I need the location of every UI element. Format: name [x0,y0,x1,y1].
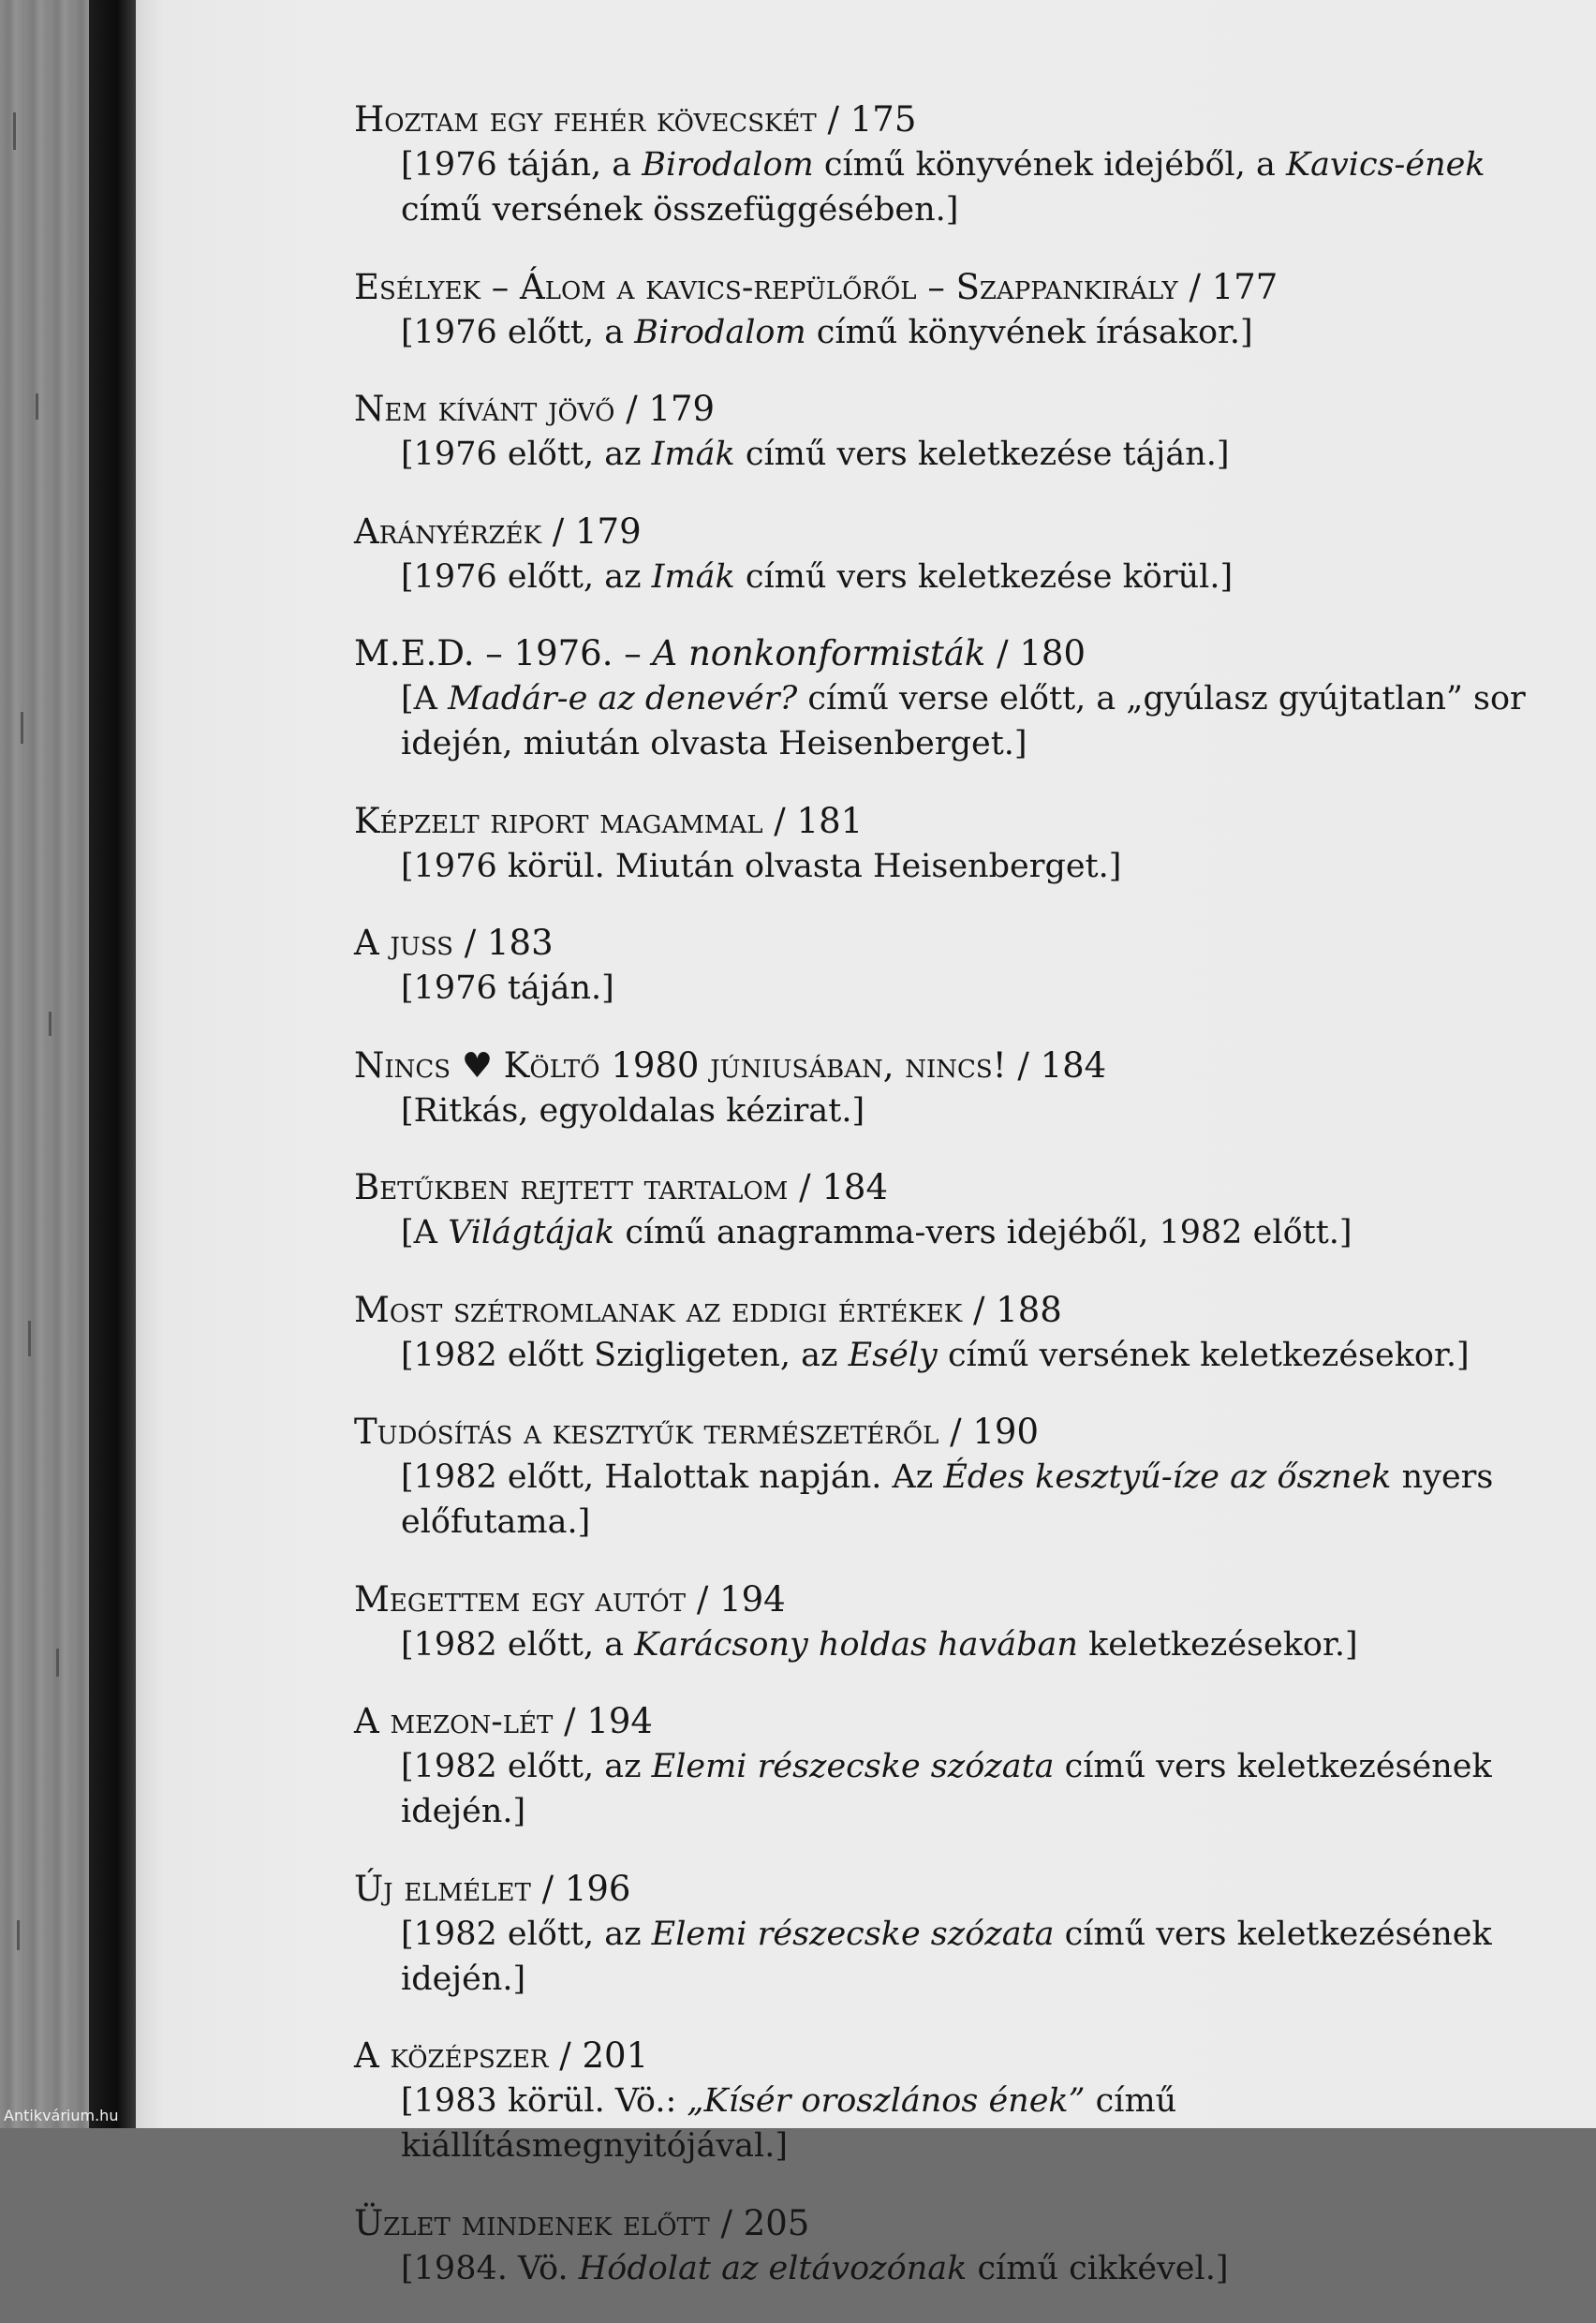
toc-entry [354,1577,1572,1667]
entry-heading [354,387,1572,432]
text-run: című könyvének idejéből, a [813,146,1286,184]
text-run: [1982 előtt, az [401,1748,652,1785]
text-run: [1976 táján, a [401,146,643,184]
entry-title: A juss [354,923,453,963]
entry-heading [354,2201,1572,2246]
page-number: 179 [575,510,642,552]
entry-note [354,432,1572,477]
spine-grain-mark [49,1012,52,1036]
page-separator: / [1006,1044,1041,1086]
entry-title: Nem kívánt jövő [354,389,615,429]
entry-heading [354,1577,1572,1622]
italic-title: Imák [651,557,735,596]
text-run: keletkezésekor.] [1077,1625,1358,1664]
toc-entry [354,97,1572,232]
text-run: [1976 előtt, az [401,436,652,473]
page-separator: / [553,1701,587,1741]
toc-entry [354,2034,1572,2168]
page-number: 175 [850,99,917,140]
entry-heading [354,1699,1572,1744]
entry-heading [354,1867,1572,1912]
page-number: 188 [996,1289,1062,1330]
entry-heading [354,265,1572,310]
text-run: [1976 körül. Miután olvasta Heisenberget.] [401,847,1122,885]
toc-entry [354,631,1572,766]
page-binding-shadow [89,0,136,2128]
text-run: [Ritkás, egyoldalas kézirat.] [401,1091,865,1130]
text-run: [1984. Vö. [401,2249,579,2287]
toc-entry [354,1288,1572,1378]
text-run: nyers előfutama.] [401,1458,1494,1541]
page-separator: / [548,2035,583,2076]
entry-title: A középszer [354,2035,549,2076]
entry-note [354,844,1572,889]
text-run: [1983 körül. Vö.: [401,2082,687,2120]
italic-title: Hódolat az eltávozónak [578,2249,968,2287]
text-run: című kiállításmegnyitójával.] [401,2082,1177,2165]
italic-title: Világtájak [448,1214,615,1251]
text-run: [1982 előtt, a [401,1625,635,1664]
text-run: [A [401,1214,449,1251]
entry-note [354,2246,1572,2291]
entry-note [354,966,1572,1011]
italic-title: Imák [651,436,735,473]
book-page [136,0,1596,2287]
italic-title: „Kísér oroszlános ének” [687,2082,1086,2120]
entry-title: Hoztam egy fehér kövecskét [354,99,817,140]
page-number: 177 [1211,266,1278,307]
entry-title: Most szétromlanak az eddigi értékek [354,1289,963,1330]
text-run: [1976 előtt, a [401,313,635,351]
toc-entry [354,2201,1572,2291]
text-run: [A [401,680,449,718]
entry-note [354,1744,1572,1834]
text-run: című verse előtt, a „gyúlasz gyújtatlan” sor idején, miután olvasta Heisenberget.] [401,680,1526,762]
page-separator: / [816,99,850,140]
entry-note [354,676,1572,766]
entry-note [354,1088,1572,1133]
text-run: [1982 előtt Szigligeten, az [401,1336,849,1374]
watermark-text: Antikvárium.hu [4,2107,119,2124]
page-separator: / [614,389,649,429]
text-run: című könyvének írásakor.] [805,313,1253,351]
entry-title: Nincs ♥ Költő 1980 júniusában, nincs! [354,1044,1007,1086]
page-number: 201 [582,2035,649,2076]
entry-note [354,142,1572,232]
toc-entry [354,1165,1572,1255]
book-spine-background [0,0,89,2128]
spine-grain-mark [56,1649,59,1677]
entry-heading [354,921,1572,966]
page-separator: / [788,1167,822,1207]
table-of-contents [354,97,1572,2323]
page-separator: / [709,2202,744,2243]
toc-entry [354,799,1572,889]
toc-entry [354,1699,1572,1834]
text-run: [1976 táján.] [401,969,614,1007]
entry-heading [354,97,1572,142]
spine-grain-mark [17,1920,20,1950]
entry-heading [354,1043,1572,1088]
entry-heading [354,2034,1572,2079]
toc-entry [354,510,1572,599]
text-run: című anagramma-vers idejéből, 1982 előtt.] [614,1214,1352,1251]
text-run: című vers keletkezésének idején.] [401,1748,1492,1830]
page-number: 183 [486,923,554,963]
spine-grain-mark [21,712,23,744]
entry-heading [354,1410,1572,1455]
italic-title: Birodalom [642,146,814,184]
entry-note [354,1455,1572,1545]
page-separator: / [530,1868,565,1909]
italic-title: Birodalom [634,313,806,351]
entry-heading [354,631,1572,676]
entry-heading [354,510,1572,555]
entry-heading [354,1288,1572,1333]
entry-note [354,1210,1572,1255]
spine-grain-mark [13,112,16,150]
entry-title: Arányérzék [354,510,542,552]
text-run: [1982 előtt, Halottak napján. Az [401,1458,944,1496]
entry-heading [354,1165,1572,1210]
toc-entry [354,1043,1572,1133]
page-number: 190 [972,1412,1039,1452]
page-separator: / [1177,266,1212,307]
entry-title: A mezon-lét [354,1701,554,1741]
page-number: 179 [648,389,716,429]
toc-entry [354,1867,1572,2002]
toc-entry [354,1410,1572,1545]
page-number: 180 [1019,633,1086,673]
text-run: című vers keletkezése körül.] [734,557,1234,596]
entry-heading [354,799,1572,844]
italic-title: Karácsony holdas havában [634,1625,1078,1664]
spine-grain-mark [36,393,38,420]
entry-title: Megettem egy autót [354,1578,687,1620]
text-run: című vers keletkezése táján.] [734,436,1230,473]
toc-entry [354,265,1572,355]
italic-title: Elemi részecske szózata [651,1915,1055,1953]
page-number: 205 [743,2202,810,2243]
toc-entry [354,387,1572,477]
italic-title: Esély [848,1336,938,1374]
entry-note [354,2079,1572,2168]
entry-title: Esélyek – Álom a kavics-repülőről – Szappankirály [354,266,1178,307]
entry-title: Új elmélet [354,1868,531,1909]
text-run: című versének keletkezésekor.] [937,1336,1470,1374]
text-run: című vers keletkezésének idején.] [401,1915,1492,1998]
page-separator: / [762,800,797,841]
italic-title: A nonkonformisták [652,633,986,673]
entry-title: Tudósítás a kesztyűk természetéről [354,1412,939,1452]
italic-title: Édes kesztyű-íze az ősznek [943,1458,1392,1496]
page-number: 184 [1040,1044,1107,1086]
italic-title: Elemi részecske szózata [651,1748,1055,1785]
entry-note [354,1912,1572,2002]
text-run: című cikkével.] [967,2249,1229,2287]
italic-title: Madár-e az denevér? [448,680,798,718]
page-separator: / [686,1578,720,1620]
text-run: M.E.D. – 1976. – [354,633,653,673]
entry-title: Betűkben rejtett tartalom [354,1167,789,1207]
page-separator: / [962,1289,997,1330]
entry-note [354,1622,1572,1667]
entry-title: Üzlet mindenek előtt [354,2202,710,2243]
page-number: 196 [564,1868,631,1909]
entry-note [354,555,1572,599]
italic-title: Kavics-ének [1286,146,1485,184]
page-separator: / [985,633,1020,673]
toc-entry [354,921,1572,1011]
spine-grain-mark [28,1321,31,1356]
page-number: 181 [796,800,864,841]
entry-title: Képzelt riport magammal [354,800,763,841]
page-separator: / [938,1412,973,1452]
page-separator: / [452,923,487,963]
text-run: című versének összefüggésében.] [401,191,959,229]
text-run: [1982 előtt, az [401,1915,652,1953]
text-run: [1976 előtt, az [401,557,652,596]
page-number: 184 [821,1167,889,1207]
entry-note [354,310,1572,355]
page-number: 194 [586,1701,653,1741]
page-separator: / [541,510,576,552]
page-number: 194 [719,1578,786,1620]
entry-note [354,1333,1572,1378]
